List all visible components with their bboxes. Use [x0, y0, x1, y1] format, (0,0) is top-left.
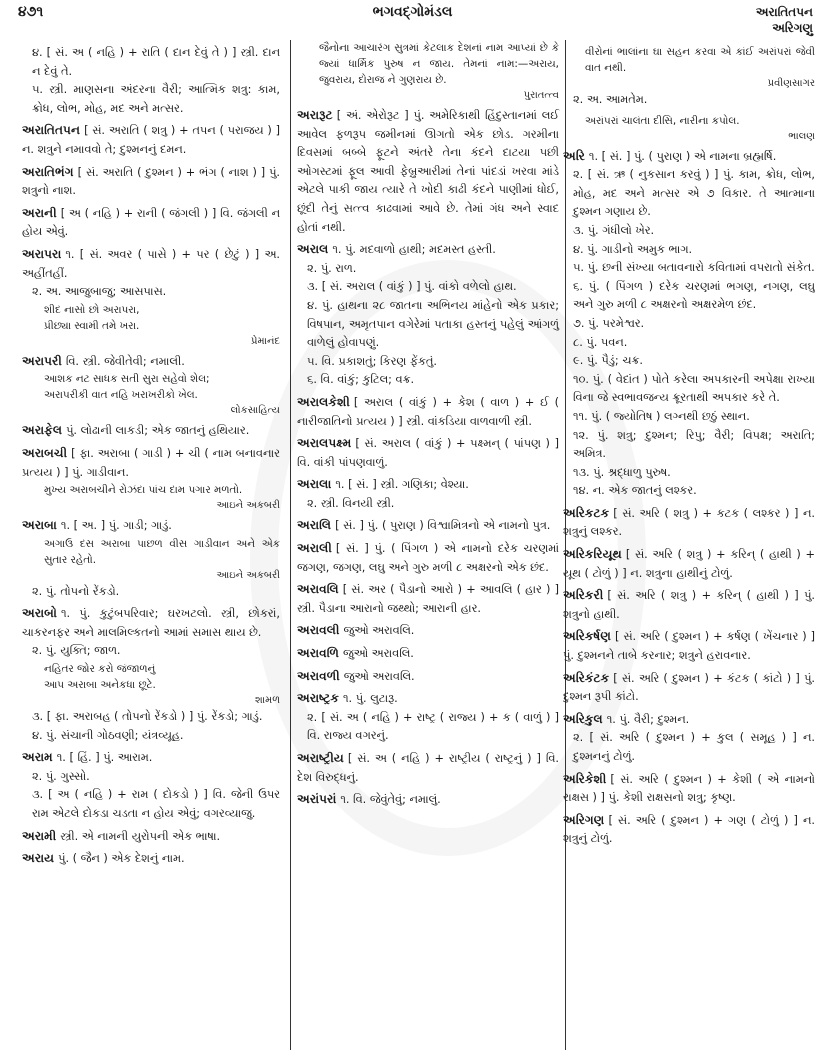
guide-word-last: અરિગણુ	[772, 21, 813, 35]
headword: અરાલી	[297, 541, 332, 556]
dictionary-entry	[297, 240, 559, 390]
dictionary-columns	[0, 44, 825, 1063]
sense: ૨. અ. આમતેમ.	[573, 93, 648, 106]
headword: અરાફેલ	[22, 423, 63, 438]
quotation-line: અગાઉ દસ અરાબા પાછળ વીસ ગાડીવાન અને એક સુતાર રહેતો.	[44, 537, 280, 566]
definition: [ અ ( નહિ ) + રાની ( જંગલી ) ] વિ. જંગલી ન હોય એવું.	[22, 206, 280, 239]
headword: અરાલિ	[297, 518, 332, 533]
headword: અરાબા	[22, 518, 57, 533]
definition: ૧. [ હિં. ] પું. આરામ.	[56, 751, 153, 765]
headword: અરિકરી	[563, 588, 604, 603]
quotation-line: પ્રીછ્યા સ્વામી તમે ખરા.	[44, 319, 140, 332]
headword: અરિ	[563, 148, 585, 163]
entry-line	[22, 827, 280, 847]
sense: ૪. પું. હાથના ૨૮ જાતના અભિનય માંહેનો એક પ્રકાર; વિષપાન, અમૃતપાન વગેરેમાં પતાકા હસ્તનું પહેલું આંગળું વાળેલું હોવાપણું.	[307, 298, 559, 350]
headword: અરાવલિ	[297, 582, 339, 597]
definition: ૧. પું. કુટુંબપરિવાર; ઘરખટલો. સ્ત્રી, છોકરાં, ચાકરનફર અને માલમિલ્કતનો આમાં સમાસ થાય છે.	[22, 607, 280, 639]
dictionary-entry	[563, 586, 815, 624]
sense: ૩. [ અ ( નહિ ) + રામ ( દોકડો ) ] વિ. જેની ઉપર રામ એટલે દોકડા ચડતા ન હોય એવું; વગરવ્યાજુ.	[32, 788, 280, 821]
definition: [ સં. અરિ ( શત્રુ ) + કરિન્ ( હાથી ) + યૂથ ( ટોળું ) ] ન. શત્રુના હાથીનું ટોળું.	[563, 548, 815, 580]
entry-line	[297, 516, 559, 536]
entry-line	[22, 604, 280, 642]
quotation-source: ભાલણ	[788, 130, 815, 142]
entry-line	[297, 644, 559, 664]
sense: ૪. પું. સંચાની ગોઠવણી; યંત્રવ્યૂહ.	[32, 728, 184, 742]
headword: અરામી	[22, 828, 57, 843]
sense: ૨. પું. તોપનો રેંકડો.	[32, 584, 120, 598]
definition: વિ. સ્ત્રી. જેવીતેવી; નમાલી.	[65, 354, 185, 368]
dictionary-entry	[297, 539, 559, 577]
sense: ૧૦. પું. ( વેદાંત ) પોતે કરેલા અપકારની અપેક્ષા રાખ્યા વિના જે સ્વભાવજન્ય ક્રૂરતાથી અપકાર કરે તે.	[573, 372, 815, 405]
definition: [ સં. અરિ ( દુશ્મન ) + ગણ ( ટોળું ) ] ન. શત્રુનું ટોળું.	[563, 813, 815, 846]
headword: અરિગણ	[563, 812, 605, 827]
guide-word-first: અરાતિતપન	[755, 5, 813, 19]
dictionary-entry	[22, 44, 280, 118]
headword: અરિકર્ષણ	[563, 629, 611, 644]
headword: અરાલપક્ષ્મ	[297, 436, 352, 451]
dictionary-entry	[297, 393, 559, 431]
entry-line	[297, 393, 559, 431]
headword: અરાવળિ	[297, 646, 339, 661]
definition: જુઓ અરાવલિ.	[343, 647, 414, 661]
sense: ૨. [ સં. ઋ ( નુકસાન કરવું ) ] પું. કામ, ક્રોધ, લોભ, મોહ, મદ અને મત્સર એ ૭ વિકાર. તે આત્માના દુશ્મન ગણાય છે.	[573, 168, 815, 219]
sense: ૩. [ સં. અરાલ ( વાંકું ) ] પું. વાંકો વળેલો હાથ.	[307, 280, 517, 294]
sense: ૫. પું. છની સંખ્યા બતાવનારો કવિતામાં વપરાતો સંકેત.	[573, 261, 815, 275]
sense: ૧૧. પું. ( જ્યોતિષ ) લગ્નથી છઠું સ્થાન.	[573, 409, 750, 423]
headword: અરાની	[22, 205, 57, 220]
quotation-line: વીરોનાં ભાલાંના ઘા સહન કરવા એ કાંઈ અરાંપરાં જેવી વાત નથી.	[585, 46, 815, 74]
quotation-line: મુખ્ય અરાબચીને રોઝંદા પાંચ દામ પગાર મળતો.	[44, 484, 243, 497]
entry-line	[22, 204, 280, 242]
definition: પું. ( જૈન ) એક દેશનું નામ.	[58, 852, 185, 866]
entry-line	[22, 163, 280, 201]
entry-line	[22, 421, 280, 441]
quotation-line: શીદ નાસો છો અરાપરા,	[44, 303, 140, 316]
entry-line	[297, 621, 559, 641]
definition: ૧. [ સં. ] સ્ત્રી. ગણિકા; વેશ્યા.	[335, 478, 469, 492]
quotation-source: શામળ	[254, 695, 280, 707]
entry-line	[563, 504, 815, 542]
sense: ૮. પું. પવન.	[573, 335, 628, 349]
dictionary-entry	[22, 245, 280, 349]
headword: અરાવળી	[297, 668, 340, 683]
dictionary-entry	[297, 106, 559, 237]
guide-words	[756, 4, 813, 36]
dictionary-entry	[22, 352, 280, 419]
quotation-source: આઇને અકબરી	[216, 569, 280, 581]
entry-line	[22, 352, 280, 372]
running-title: ભગવદ્ગોમંડલ	[372, 4, 453, 20]
definition: [ સં. અરિ ( દુશ્મન ) + કેશી ( એ નામનો રાક્ષસ ) ] પું. કેશી રાક્ષસનો શત્રુ; કૃષ્ણ.	[563, 772, 815, 805]
quotation-line: અરાપરીકી વાત નહિ ખરાખરીકો ખેલ.	[44, 389, 198, 402]
dictionary-entry	[22, 444, 280, 513]
definition: જુઓ અરાવલિ.	[343, 624, 415, 638]
sense: ૧૨. પું. શત્રુ; દુશ્મન; રિપુ; વૈરી; વિપક્ષ; અરાતિ; અમિત્ર.	[573, 428, 815, 461]
definition: [ સં. અરિ ( શત્રુ ) + કટક ( લશ્કર ) ] ન. શત્રુનું લશ્કર.	[563, 506, 815, 539]
headword: અરિકરિયૂથ	[563, 547, 622, 562]
headword: અરાલકેશી	[297, 394, 350, 409]
sense: ૨. [ સં. અ ( નહિ ) + રાષ્ટ્ર ( રાજ્ય ) + ક ( વાળું ) ] વિ. રાજ્ય વગરનું.	[307, 710, 559, 743]
definition: [ સં. અરાતિ ( શત્રુ ) + તપન ( પરાજય ) ] ન. શત્રુને નમાવવો તે; દુશ્મનનું દમન.	[22, 124, 280, 156]
dictionary-entry	[297, 689, 559, 746]
page-header	[0, 0, 825, 44]
sense: ૯. પું. પૈડું; ચક્ર.	[573, 354, 643, 368]
definition: [ સં. અરિ ( શત્રુ ) + કરિન્ ( હાથી ) ] પું. શત્રુનો હાથી.	[563, 589, 815, 621]
entry-line	[563, 669, 815, 707]
definition: સ્ત્રી. એ નામની યુરોપની એક ભાષા.	[60, 829, 221, 843]
definition: ૧. [ સં. ] પું. ( પુરાણ ) એ નામના બ્રહ્મર્ષિ.	[588, 149, 777, 163]
entry-line	[297, 749, 559, 787]
definition: ૧. પું. લુટારૂ.	[343, 692, 398, 706]
dictionary-entry	[297, 667, 559, 687]
sense: ૨. પું. રાળ.	[307, 261, 357, 275]
headword: અરિકંટક	[563, 670, 610, 685]
sense: ૫. વિ. પ્રકાશતું; કિરણ ફેંકતું.	[307, 354, 437, 368]
headword: અરાંપરાં	[297, 792, 337, 807]
dictionary-entry	[563, 44, 815, 110]
sense: ૫. સ્ત્રી. માણસના અંદરના વૈરી; આત્મિક શત્રુ: કામ, ક્રોધ, લોભ, મોહ, મદ અને મત્સર.	[32, 83, 280, 115]
entry-line	[297, 475, 559, 495]
sense: ૨. [ સં. અરિ ( દુશ્મન ) + કુલ ( સમૂહ ) ] ન. દુશ્મનનું ટોળું.	[573, 731, 815, 763]
definition: [ સં. અરાતિ ( દુશ્મન ) + ભંગ ( નાશ ) ] પું. શત્રુનો નાશ.	[22, 165, 280, 198]
sense: ૭. પું. પરમેશ્વર.	[573, 316, 645, 330]
entry-line	[563, 545, 815, 583]
definition: [ સં. અરાલ ( વાંકું ) + પક્ષ્મન્ ( પાંપણ ) ] વિ. વાંકી પાંપણવાળું.	[297, 437, 559, 469]
definition: [ સં. અરિ ( દુશ્મન ) + કંટક ( કાંટો ) ] પું. દુશ્મન રૂપી કાંટો.	[563, 671, 815, 704]
entry-line	[297, 434, 559, 472]
quotation-source: લોકસાહિત્ય	[230, 405, 280, 417]
dictionary-entry	[297, 475, 559, 513]
quotation-line: આપ અરાબા અનેકધા છૂટે.	[44, 679, 156, 692]
definition: [ સં. ] પું. ( પિંગળ ) એ નામનો દરેક ચરણમાં જગણ, જગણ, લઘુ અને ગુરુ મળી ૮ અક્ષરનો એક છંદ.	[297, 542, 559, 574]
column-1	[22, 44, 280, 1059]
definition: પું. લોઢાની લાકડી; એક જાતનું હથિયાર.	[66, 424, 250, 438]
definition: જુઓ અરાવલિ.	[343, 669, 415, 683]
dictionary-entry	[563, 627, 815, 665]
sense: ૩. પું. ગંધીલો ખેર.	[573, 223, 655, 237]
definition: ૧. પું. વૈરી; દુશ્મન.	[606, 712, 690, 726]
dictionary-entry	[297, 621, 559, 641]
headword: અરારૂટ	[297, 108, 333, 122]
column-3	[563, 44, 815, 1059]
entry-line	[297, 106, 559, 237]
quotation-source: પ્રેમાનંદ	[250, 335, 280, 347]
definition: ૧. [ અ. ] પું. ગાડી; ગાડું.	[60, 519, 172, 533]
entry-line	[297, 689, 559, 709]
definition: [ સં. અર ( પૈડાનો આરો ) + આવલિ ( હાર ) ] સ્ત્રી. પૈડાના આરાનો જથ્થો; આરાની હાર.	[297, 583, 559, 615]
entry-line	[297, 667, 559, 687]
dictionary-entry	[22, 516, 280, 601]
dictionary-entry	[563, 770, 815, 808]
sense: ૨. પું. ગુસ્સો.	[32, 769, 90, 783]
dictionary-entry	[563, 504, 815, 542]
sense: ૨. સ્ત્રી. વિનયી સ્ત્રી.	[307, 496, 395, 510]
definition: [ અં. એરોરૂટ ] પું. અમેરિકાથી હિંદુસ્તાનમાં લઈ આવેલ ફળરૂપ જમીનમાં ઊગતો એક છોડ. ગરમીના દિવસમાં બબ્બે ફૂટને અંતરે તેના કંદને દાટયા પછી ઓગસ્ટમાં ફૂલ આવી ફેબ્રુઆરીમાં તેનાં પાંદડાં ખરવા માંડે એટલે પાકી જાય ત્યારે તે ખોદી કાઢી કંદને પાણીમાં ધોઈ, છૂંદી તેનું સત્ત્વ કાઢવામાં આવે છે. તેમાં ગંધ અને સ્વાદ હોતાં નથી.	[297, 109, 559, 234]
dictionary-entry	[22, 604, 280, 745]
dictionary-entry	[297, 749, 559, 787]
entry-line	[563, 627, 815, 665]
headword: અરિકટક	[563, 505, 610, 520]
headword: અરાપરા	[22, 246, 62, 261]
dictionary-entry	[563, 811, 815, 849]
dictionary-entry	[563, 669, 815, 707]
definition: [ સં. અરિ ( દુશ્મન ) + કર્ષણ ( ખેંચનાર ) ] પું. દુશ્મનને તાબે કરનાર; શત્રુને હરાવનાર.	[563, 630, 815, 663]
dictionary-entry	[563, 113, 815, 144]
column-2	[290, 40, 566, 1050]
headword: અરાષ્ટ્રક	[297, 691, 339, 706]
entry-line	[297, 580, 559, 618]
dictionary-entry	[22, 163, 280, 201]
headword: અરિકેશી	[563, 771, 607, 786]
sense: ૧૩. પું. શ્રદ્ધાળુ પુરુષ.	[573, 465, 671, 479]
dictionary-entry	[297, 40, 559, 103]
definition: [ સં. ] પું. ( પુરાણ ) વિશ્વામિત્રનો એ નામનો પુત્ર.	[335, 519, 551, 533]
quotation-line: નહિતર જોર કરો જંજાળનું	[44, 663, 156, 676]
sense: ૬. વિ. વાંકું; કુટિલ; વક્ર.	[307, 373, 415, 387]
sense: ૬. પું. ( પિંગળ ) દરેક ચરણમાં ભગણ, નગણ, લઘુ અને ગુરુ મળી ૮ અક્ષરનો અક્ષરમેળ છંદ.	[573, 279, 815, 312]
dictionary-entry	[22, 827, 280, 847]
entry-line	[297, 790, 559, 810]
dictionary-entry	[22, 849, 280, 869]
definition: [ અરાલ ( વાંકું ) + કેશ ( વાળ ) + ઈ ( નારીજાતિનો પ્રત્યય ) ] સ્ત્રી. વાંકડિયા વાળવાળી સ્ત્રી.	[297, 395, 559, 428]
dictionary-entry	[297, 790, 559, 810]
quotation-source: પુરાતત્ત્વ	[523, 90, 559, 101]
entry-line	[22, 121, 280, 159]
quotation-source: આઇને અકબરી	[216, 500, 280, 512]
sense: ૪. [ સં. અ ( નહિ ) + રાતિ ( દાન દેવું તે ) ] સ્ત્રી. દાન ન દેવું તે.	[32, 46, 280, 78]
headword: અરિકુલ	[563, 711, 603, 726]
entry-line	[563, 811, 815, 849]
dictionary-entry	[563, 710, 815, 767]
definition: ૧. [ સં. અવર ( પાસે ) + પર ( છેટું ) ] અ. અહીંતહીં.	[22, 247, 280, 280]
headword: અરાય	[22, 851, 55, 866]
definition: ૧. વિ. જેવુંતેવું; નમાલું.	[340, 793, 441, 807]
quotation-line: આશક નટ સાધક સતી સુરા સહેવો શેલ;	[44, 373, 210, 386]
dictionary-entry	[22, 748, 280, 823]
dictionary-entry	[297, 516, 559, 536]
dictionary-entry	[563, 545, 815, 583]
headword: અરાવલી	[297, 623, 340, 638]
entry-line	[22, 516, 280, 536]
sense: ૧૪. ન. એક જાતનું લશ્કર.	[573, 484, 697, 498]
entry-line	[563, 147, 815, 167]
entry-line	[22, 849, 280, 869]
dictionary-entry	[22, 204, 280, 242]
headword: અરાબચી	[22, 445, 68, 460]
dictionary-entry	[22, 121, 280, 159]
dictionary-entry	[297, 434, 559, 472]
entry-line	[22, 748, 280, 768]
quotation-line: અરાંપરાં ચાલંતા દીસિ, નારીના કપોલ.	[585, 114, 740, 127]
entry-line	[563, 710, 815, 730]
entry-line	[22, 245, 280, 283]
entry-line	[563, 770, 815, 808]
headword: અરામ	[22, 750, 53, 765]
sense: ૨. પું. યુક્તિ; જાળ.	[32, 644, 121, 658]
entry-line	[297, 240, 559, 260]
headword: અરાષ્ટ્રીય	[297, 751, 344, 765]
definition: [ ફા. અરાબા ( ગાડી ) + ચી ( નામ બનાવનાર પ્રત્યય ) ] પું. ગાડીવાન.	[22, 446, 280, 479]
quotation-line: જૈનોના આચારંગ સુત્રમાં કેટલાક દેશનાં નામ આપ્યાં છે કે જ્યાં ધાર્મિક પુરુષ ન જાય. તેમનાં નામ:—અરાય, જુવરાય, દોરાજ ને ગુણરાય છે.	[319, 42, 559, 86]
entry-line	[22, 444, 280, 482]
sense: ૪. પું. ગાડીનો અમુક ભાગ.	[573, 242, 693, 256]
definition: ૧. પું. મદવાળો હાથી; મદમસ્ત હસ્તી.	[332, 243, 496, 257]
headword: અરાપરી	[22, 353, 62, 368]
dictionary-entry	[22, 421, 280, 441]
headword: અરાલા	[297, 477, 332, 492]
dictionary-entry	[297, 644, 559, 664]
entry-line	[563, 586, 815, 624]
headword: અરાલ	[297, 242, 329, 257]
dictionary-entry	[297, 580, 559, 618]
quotation-source: પ્રવીણસાગર	[767, 78, 815, 89]
sense: ૨. અ. આજુબાજુ; આસપાસ.	[32, 285, 167, 299]
headword: અરાતિતપન	[22, 123, 81, 138]
definition: [ સં. અ ( નહિ ) + રાષ્ટ્રીય ( રાષ્ટ્રનું ) ] વિ. દેશ વિરુદ્ધનું.	[297, 752, 559, 784]
sense: ૩. [ ફા. અરાબહ ( તોપનો રેંકડો ) ] પું. રેંકડો; ગાડું.	[32, 710, 263, 724]
headword: અરાબો	[22, 606, 57, 621]
headword: અરાતિભંગ	[22, 164, 74, 179]
dictionary-entry	[563, 147, 815, 501]
page-number: ૪૭૧	[18, 4, 44, 20]
entry-line	[297, 539, 559, 577]
